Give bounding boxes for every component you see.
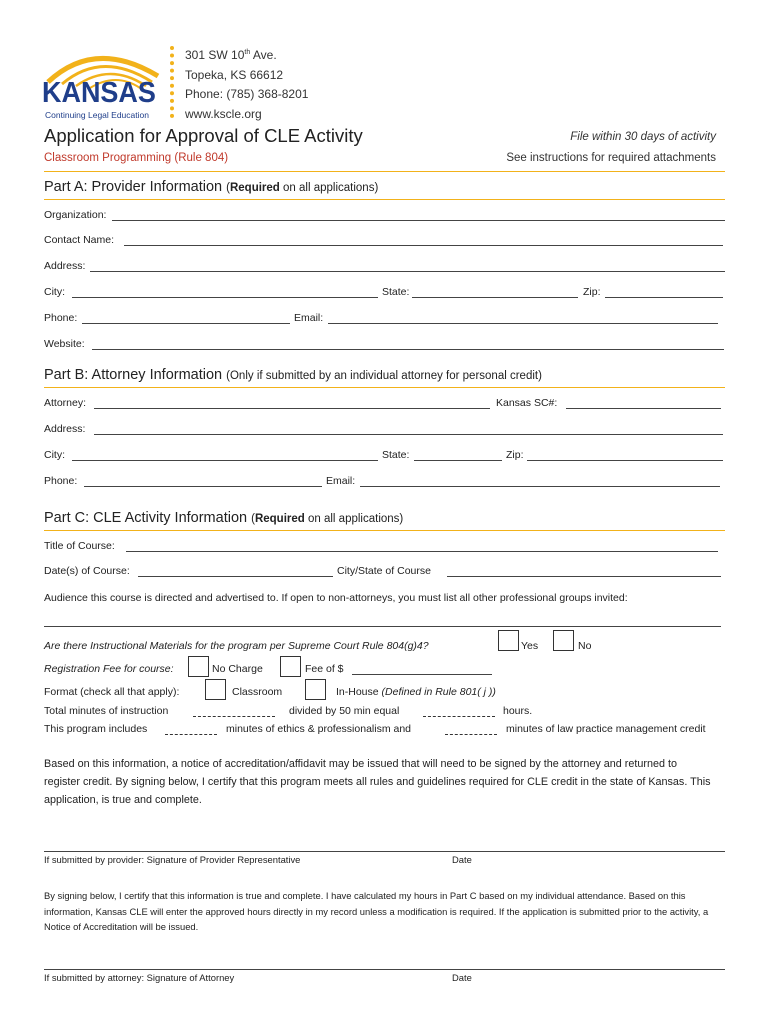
attorney-signature-line[interactable] xyxy=(44,969,725,970)
audience-label: Audience this course is directed and advertised to. If open to non-attorneys, you must list all other professional groups invited: xyxy=(44,592,628,604)
title-rule xyxy=(44,171,725,172)
logo-wordmark: KANSAS xyxy=(42,77,156,109)
website-input[interactable] xyxy=(92,349,724,350)
no-charge-checkbox[interactable] xyxy=(188,656,209,677)
inhouse-label: In-House (Defined in Rule 801( j )) xyxy=(336,686,496,698)
lpm-minutes-input[interactable] xyxy=(445,734,497,735)
part-c-heading: Part C: CLE Activity Information (Required on all applications) xyxy=(44,510,404,526)
materials-question: Are there Instructional Materials for the program per Supreme Court Rule 804(g)4? xyxy=(44,640,429,652)
course-dates-input[interactable] xyxy=(138,576,333,577)
ethics-minutes-input[interactable] xyxy=(165,734,217,735)
course-city-state-input[interactable] xyxy=(447,576,721,577)
organization-input[interactable] xyxy=(112,220,725,221)
part-c-rule xyxy=(44,530,725,531)
state-label: State: xyxy=(382,286,410,298)
kansas-cle-logo xyxy=(40,40,165,122)
total-minutes-label: Total minutes of instruction xyxy=(44,705,169,717)
city-label: City: xyxy=(44,286,65,298)
lpm-label: minutes of law practice management credit xyxy=(506,723,706,735)
contact-name-label: Contact Name: xyxy=(44,234,115,246)
course-city-state-label: City/State of Course xyxy=(337,565,431,577)
attorney-signature-label: If submitted by attorney: Signature of Attorney xyxy=(44,972,235,983)
part-a-rule xyxy=(44,199,725,200)
course-title-input[interactable] xyxy=(126,551,718,552)
page-subtitle: Classroom Programming (Rule 804) xyxy=(44,152,229,164)
attorney-address-input[interactable] xyxy=(94,434,723,435)
kansas-sc-label: Kansas SC#: xyxy=(496,397,558,409)
address-input[interactable] xyxy=(90,271,725,272)
materials-yes-label: Yes xyxy=(521,640,539,652)
zip-label: Zip: xyxy=(583,286,601,298)
website-label: Website: xyxy=(44,338,85,350)
city-input[interactable] xyxy=(72,297,378,298)
attorney-date-label: Date xyxy=(452,972,472,983)
fee-amount-input[interactable] xyxy=(352,674,492,675)
attorney-input[interactable] xyxy=(94,408,490,409)
zip-input[interactable] xyxy=(605,297,723,298)
email-label: Email: xyxy=(294,312,324,324)
address-phone: Phone: (785) 368-8201 xyxy=(185,87,309,101)
program-includes-label: This program includes xyxy=(44,723,148,735)
fee-of-label: Fee of $ xyxy=(305,663,344,675)
hours-label: hours. xyxy=(503,705,533,717)
format-label: Format (check all that apply): xyxy=(44,686,180,698)
address-city: Topeka, KS 66612 xyxy=(185,67,284,82)
hours-input[interactable] xyxy=(423,716,495,717)
filing-deadline-note: File within 30 days of activity xyxy=(570,131,716,143)
materials-no-checkbox[interactable] xyxy=(553,630,574,651)
address-website: www.kscle.org xyxy=(185,106,262,121)
contact-name-input[interactable] xyxy=(124,245,723,246)
classroom-checkbox[interactable] xyxy=(205,679,226,700)
no-charge-label: No Charge xyxy=(212,663,263,675)
provider-date-label: Date xyxy=(452,854,472,865)
attorney-city-input[interactable] xyxy=(72,460,378,461)
provider-certification-text: Based on this information, a notice of accreditation/affidavit may be issued that will need to be signed by the attorney and returned to register credit. By signing below, I certify that this program meets all rules and guidelines required for CLE credit in the state of Kansas. This application, is true and complete. xyxy=(44,758,711,806)
provider-signature-label: If submitted by provider: Signature of Provider Representative xyxy=(44,854,301,865)
email-input[interactable] xyxy=(328,323,718,324)
fee-label: Registration Fee for course: xyxy=(44,663,174,675)
address-label: Address: xyxy=(44,260,86,272)
total-minutes-input[interactable] xyxy=(193,716,275,717)
header-divider xyxy=(170,46,174,118)
attorney-zip-label: Zip: xyxy=(506,449,524,461)
organization-label: Organization: xyxy=(44,209,107,221)
divided-label: divided by 50 min equal xyxy=(289,705,400,717)
phone-input[interactable] xyxy=(82,323,290,324)
part-b-rule xyxy=(44,387,725,388)
state-input[interactable] xyxy=(412,297,578,298)
address-street: 301 SW 10th Ave. xyxy=(185,48,277,62)
attorney-zip-input[interactable] xyxy=(527,460,723,461)
materials-yes-checkbox[interactable] xyxy=(498,630,519,651)
attorney-state-label: State: xyxy=(382,449,410,461)
org-address-block xyxy=(185,43,308,124)
part-b-heading: Part B: Attorney Information (Only if submitted by an individual attorney for personal credit) xyxy=(44,367,542,383)
attorney-phone-input[interactable] xyxy=(84,486,322,487)
course-dates-label: Date(s) of Course: xyxy=(44,565,130,577)
attorney-certification-text: By signing below, I certify that this information is true and complete. I have calculated my hours in Part C based on my individual attendance. Based on this information, Kansas CLE will enter the approved hours directly in my record unless a modification is required. If the application is submitted prior to the activity, a Notice of Accreditation will be issued. xyxy=(44,890,709,932)
page-title: Application for Approval of CLE Activity xyxy=(44,125,363,146)
inhouse-checkbox[interactable] xyxy=(305,679,326,700)
logo-subtitle: Continuing Legal Education xyxy=(45,110,149,120)
attorney-phone-label: Phone: xyxy=(44,475,78,487)
provider-signature-line[interactable] xyxy=(44,851,725,852)
fee-of-checkbox[interactable] xyxy=(280,656,301,677)
part-a-heading: Part A: Provider Information (Required on all applications) xyxy=(44,179,379,195)
attorney-email-input[interactable] xyxy=(360,486,720,487)
attorney-city-label: City: xyxy=(44,449,65,461)
materials-no-label: No xyxy=(578,640,592,652)
kansas-sc-input[interactable] xyxy=(566,408,721,409)
instructions-note: See instructions for required attachments xyxy=(506,152,716,164)
attorney-address-label: Address: xyxy=(44,423,86,435)
attorney-state-input[interactable] xyxy=(414,460,502,461)
phone-label: Phone: xyxy=(44,312,78,324)
course-title-label: Title of Course: xyxy=(44,540,115,552)
audience-input[interactable] xyxy=(44,626,721,627)
attorney-label: Attorney: xyxy=(44,397,87,409)
ethics-label: minutes of ethics & professionalism and xyxy=(226,723,412,735)
classroom-label: Classroom xyxy=(232,686,283,698)
attorney-email-label: Email: xyxy=(326,475,356,487)
